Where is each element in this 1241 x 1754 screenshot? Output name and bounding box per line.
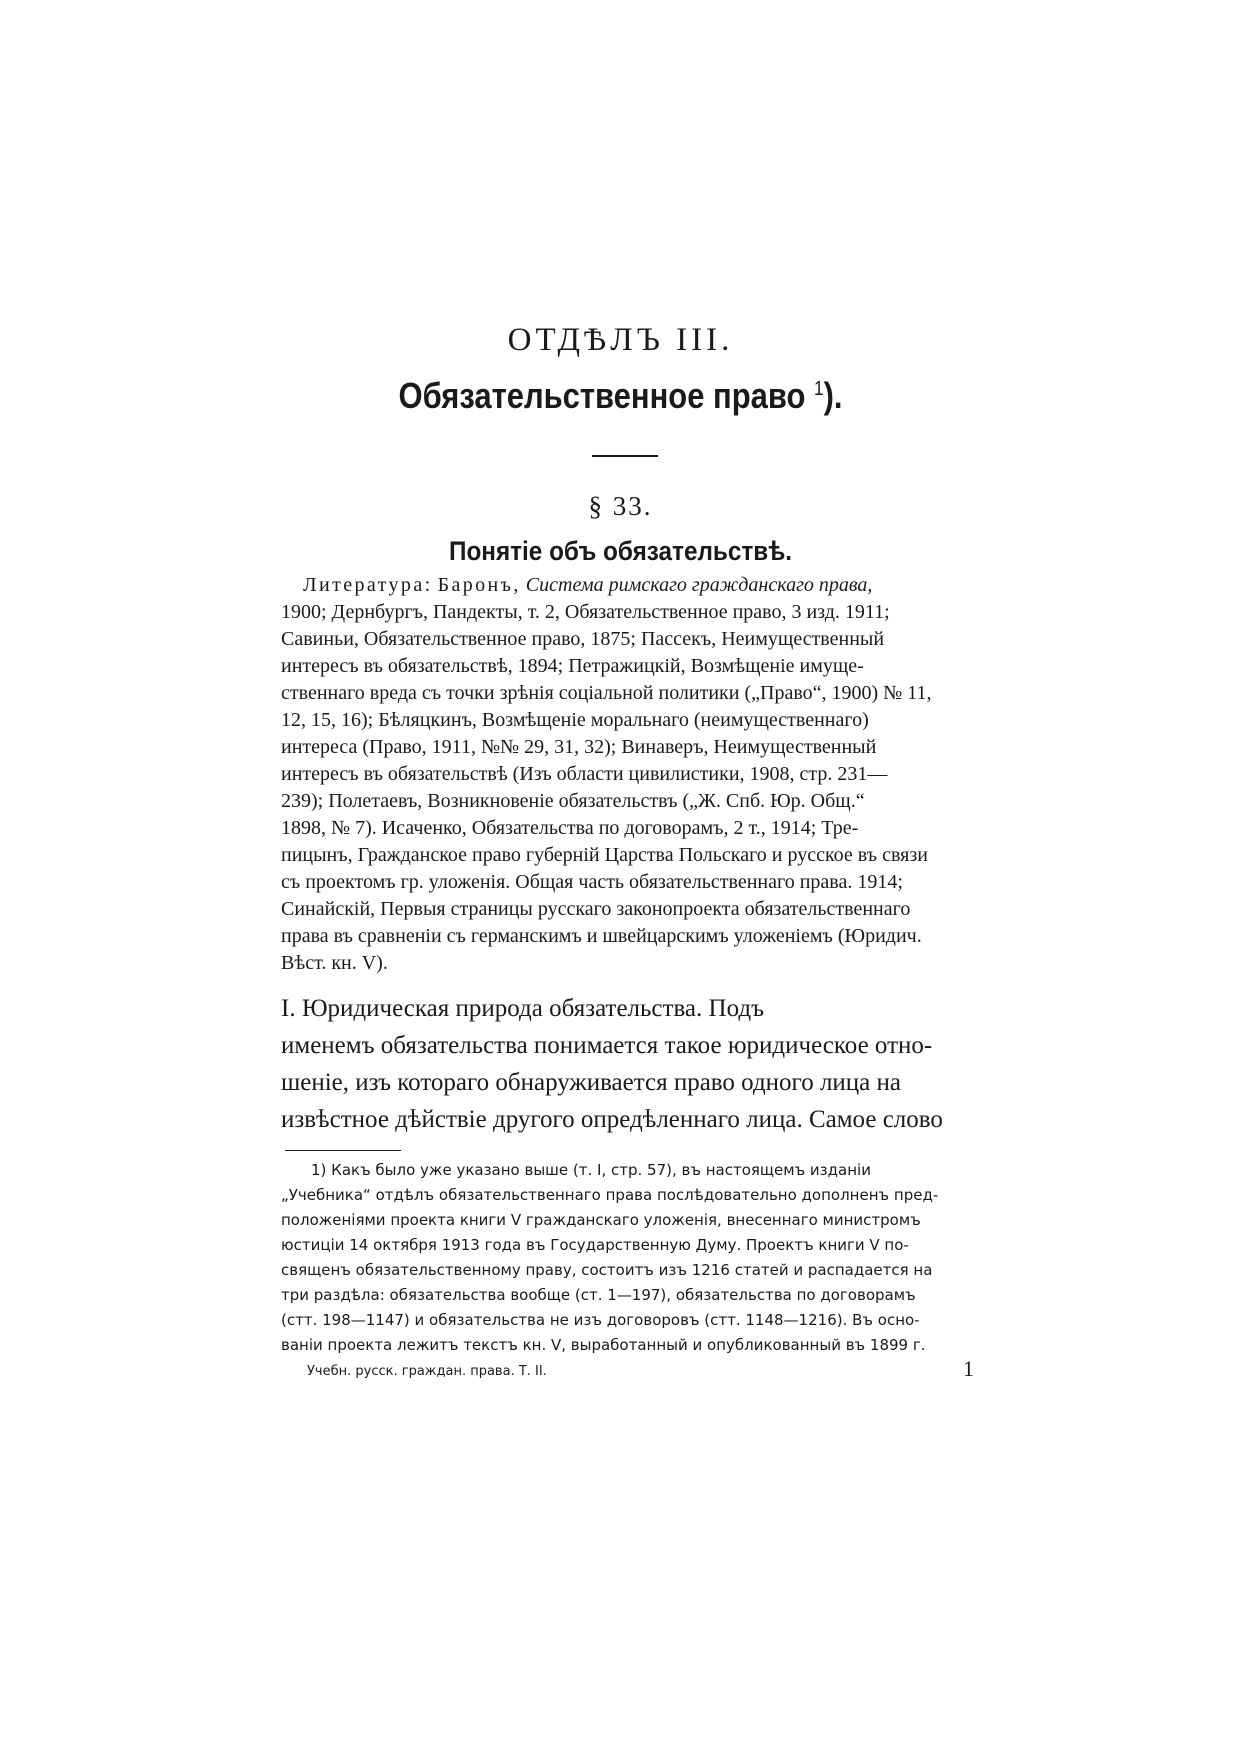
page-number: 1: [963, 1356, 974, 1381]
literature-label: Литература:: [303, 574, 433, 596]
chapter-title: [87, 375, 1154, 417]
literature-work: Система римскаго гражданскаго права,: [520, 574, 873, 596]
literature-line: права въ сравненіи съ германскимъ и швейцарскимъ уложеніемъ (Юридич.: [281, 925, 922, 947]
literature-line: 239); Полетаевъ, Возникновеніе обязательствъ („Ж. Спб. Юр. Общ.“: [281, 790, 865, 812]
footnote-line: священъ обязательственному праву, состоитъ изъ 1216 статей и распадается на: [281, 1261, 933, 1279]
literature-line: ственнаго вреда съ точки зрѣнія соціальной политики („Право“, 1900) № 11,: [281, 682, 932, 704]
literature-line: съ проектомъ гр. уложенія. Общая часть обязательственнаго права. 1914;: [281, 871, 903, 893]
footnote-line: (стт. 198—1147) и обязательства не изъ договоровъ (стт. 1148—1216). Въ осно-: [281, 1311, 920, 1329]
footnote-line: юстиціи 14 октября 1913 года въ Государственную Думу. Проектъ книги V по-: [281, 1236, 909, 1254]
literature-line: 1900; Дернбургъ, Пандекты, т. 2, Обязательственное право, 3 изд. 1911;: [281, 601, 890, 623]
main-line: шеніе, изъ котораго обнаруживается право одного лица на: [281, 1069, 901, 1096]
literature-line: 1898, № 7). Исаченко, Обязательства по договорамъ, 2 т., 1914; Тре-: [281, 817, 859, 839]
chapter-title-text: Обязательственное право: [398, 375, 806, 416]
literature-line: [281, 572, 1023, 599]
footnote-line: ваніи проекта лежитъ текстъ кн. V, выработанный и опубликованный въ 1899 г.: [281, 1336, 926, 1354]
footnote-line: 1) Какъ было уже указано выше (т. I, стр. 57), въ настоящемъ изданіи: [311, 1161, 871, 1179]
main-line: I. Юридическая природа обязательства. Подъ: [281, 995, 764, 1022]
paragraph-title: Понятіе объ обязательствѣ.: [448, 536, 793, 566]
literature-line: Синайскій, Первыя страницы русскаго законопроекта обязательственнаго: [281, 898, 911, 920]
footnote-line: „Учебника“ отдѣлъ обязательственнаго права послѣдовательно дополненъ пред-: [281, 1186, 939, 1204]
literature-line: Вѣст. кн. V).: [281, 952, 388, 974]
footer-signature: Учебн. русск. граждан. права. Т. II.: [307, 1364, 547, 1379]
section-heading: ОТДѢЛЪ III.: [507, 322, 734, 358]
title-footnote-ref[interactable]: 1: [814, 378, 824, 400]
footnote: [281, 1158, 1023, 1358]
divider-rule: [592, 455, 658, 457]
literature-line: интересъ въ обязательствѣ, 1894; Петражицкій, Возмѣщеніе имуще-: [281, 655, 864, 677]
main-text: [281, 990, 1023, 1138]
paragraph-marker: § 33.: [588, 491, 653, 521]
chapter-title-tail: ).: [823, 375, 843, 416]
main-line: именемъ обязательства понимается такое юридическое отно-: [281, 1032, 933, 1059]
literature-author: Баронъ,: [437, 574, 521, 596]
literature-line: интереса (Право, 1911, №№ 29, 31, 32); Винаверъ, Неимущественный: [281, 736, 877, 758]
footnote-line: три раздѣла: обязательства вообще (ст. 1—197), обязательства по договорамъ: [281, 1286, 916, 1304]
literature-line: Савиньи, Обязательственное право, 1875; Пассекъ, Неимущественный: [281, 628, 885, 650]
literature-line: интересъ въ обязательствѣ (Изъ области цивилистики, 1908, стр. 231—: [281, 763, 888, 785]
literature-line: 12, 15, 16); Бѣляцкинъ, Возмѣщеніе моральнаго (неимущественнаго): [281, 709, 869, 731]
literature-line: пицынъ, Гражданское право губерній Царства Польскаго и русское въ связи: [281, 844, 928, 866]
footnote-rule: [285, 1150, 401, 1151]
main-line: извѣстное дѣйствіе другого опредѣленнаго лица. Самое слово: [281, 1106, 943, 1133]
footnote-line: положеніями проекта книги V гражданскаго уложенія, внесеннаго министромъ: [281, 1211, 921, 1229]
